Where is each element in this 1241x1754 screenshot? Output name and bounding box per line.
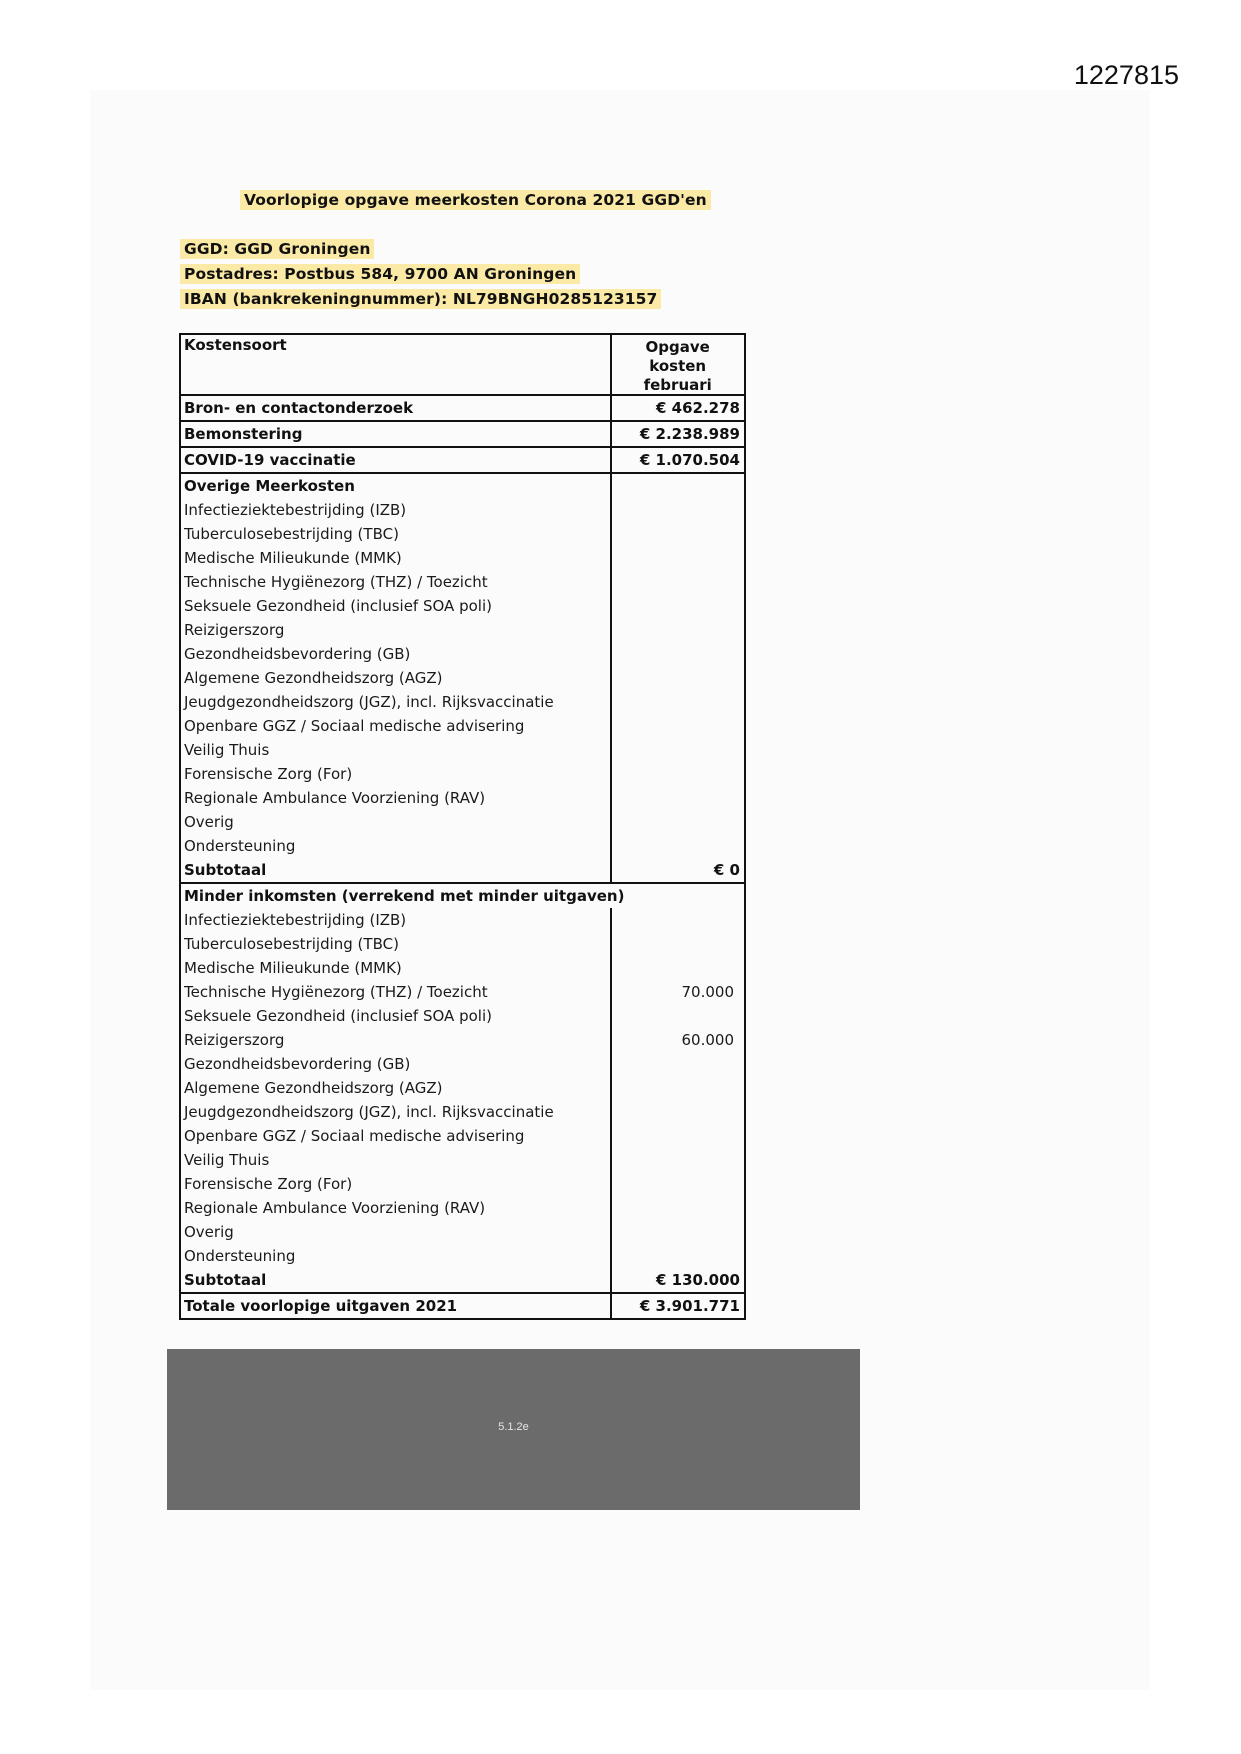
minder-item-row [180,1052,745,1076]
minder-item-row-label: Infectieziektebestrijding (IZB) [180,908,611,932]
overige-item-row-value [611,498,745,522]
minder-item-row-value [611,1172,745,1196]
overige-item-row-value [611,522,745,546]
cost-table [179,333,746,1320]
overige-item-row-label: Overig [180,810,611,834]
overige-item-row-label: Regionale Ambulance Voorziening (RAV) [180,786,611,810]
minder-item-row [180,1124,745,1148]
overige-item-row-value [611,690,745,714]
minder-item-row-value [611,1244,745,1268]
minder-item-row-value [611,956,745,980]
minder-item-row-label: Seksuele Gezondheid (inclusief SOA poli) [180,1004,611,1028]
minder-item-row-value [611,1004,745,1028]
overige-item-row [180,522,745,546]
overige-item-row-label: Ondersteuning [180,834,611,858]
minder-item-row-value: 70.000 [611,980,745,1004]
minder-item-row-label: Algemene Gezondheidszorg (AGZ) [180,1076,611,1100]
overige-item-row-value [611,666,745,690]
main-row [180,447,745,473]
overige-item-row-value [611,786,745,810]
minder-item-row-label: Veilig Thuis [180,1148,611,1172]
minder-item-row-value [611,1148,745,1172]
overige-item-row [180,810,745,834]
overige-item-row-value [611,618,745,642]
minder-item-row [180,980,745,1004]
minder-item-row-value [611,1196,745,1220]
overige-item-row-label: Infectieziektebestrijding (IZB) [180,498,611,522]
minder-item-row-label: Reizigerszorg [180,1028,611,1052]
overige-item-row [180,714,745,738]
overige-item-row [180,762,745,786]
minder-subtotal-row-label: Subtotaal [180,1268,611,1293]
overige-item-row-label: Openbare GGZ / Sociaal medische advisering [180,714,611,738]
redaction-block [167,1349,860,1510]
overige-item-row-value [611,810,745,834]
overige-item-row-value [611,570,745,594]
minder-item-row-label: Tuberculosebestrijding (TBC) [180,932,611,956]
header-kostensoort: Kostensoort [180,334,611,395]
minder-item-row [180,1148,745,1172]
overige-item-row [180,570,745,594]
ggd-info-block [180,239,661,314]
overige-item-row [180,834,745,858]
minder-item-row [180,956,745,980]
overige-item-row [180,738,745,762]
overige-item-row-label: Seksuele Gezondheid (inclusief SOA poli) [180,594,611,618]
minder-item-row [180,1028,745,1052]
overige-item-row-label: Technische Hygiënezorg (THZ) / Toezicht [180,570,611,594]
minder-item-row-value [611,1100,745,1124]
minder-item-row-label: Jeugdgezondheidszorg (JGZ), incl. Rijksvaccinatie [180,1100,611,1124]
overige-item-row [180,666,745,690]
minder-item-row-label: Ondersteuning [180,1244,611,1268]
overige-item-row [180,786,745,810]
overige-item-row [180,642,745,666]
minder-item-row [180,1076,745,1100]
title-text: Voorlopige opgave meerkosten Corona 2021 GGD'en [240,190,711,210]
minder-item-row-value [611,1052,745,1076]
redaction-label: 5.1.2e [498,1421,529,1433]
minder-item-row-value [611,1220,745,1244]
overige-item-row-value [611,594,745,618]
overige-item-row-label: Tuberculosebestrijding (TBC) [180,522,611,546]
minder-item-row-value [611,1124,745,1148]
overige-item-row-value [611,834,745,858]
main-row-label: COVID-19 vaccinatie [180,447,611,473]
overige-item-row-value [611,642,745,666]
document-title [240,190,711,209]
overige-item-row [180,618,745,642]
minder-item-row-label: Openbare GGZ / Sociaal medische advisering [180,1124,611,1148]
table-header-row [180,334,745,395]
minder-heading-row-label: Minder inkomsten (verrekend met minder uitgaven) [180,883,745,908]
main-row-value: € 462.278 [611,395,745,421]
header-opgave-kosten: Opgave kosten februari [611,334,745,395]
main-row [180,395,745,421]
overige-heading-row-value [611,473,745,498]
minder-item-row [180,932,745,956]
total-row-label: Totale voorlopige uitgaven 2021 [180,1293,611,1319]
minder-item-row-label: Overig [180,1220,611,1244]
main-row-value: € 2.238.989 [611,421,745,447]
overige-item-row-value [611,546,745,570]
document-number: 1227815 [1073,60,1179,90]
minder-item-row [180,1172,745,1196]
minder-item-row-label: Gezondheidsbevordering (GB) [180,1052,611,1076]
ggd-iban-line: IBAN (bankrekeningnummer): NL79BNGH0285123157 [180,289,661,314]
minder-item-row-value [611,932,745,956]
main-row [180,421,745,447]
minder-item-row [180,1100,745,1124]
minder-subtotal-row-value: € 130.000 [611,1268,745,1293]
minder-item-row-label: Medische Milieukunde (MMK) [180,956,611,980]
overige-item-row-label: Forensische Zorg (For) [180,762,611,786]
minder-item-row-value [611,1076,745,1100]
overige-item-row-label: Jeugdgezondheidszorg (JGZ), incl. Rijksvaccinatie [180,690,611,714]
main-row-label: Bemonstering [180,421,611,447]
total-row-value: € 3.901.771 [611,1293,745,1319]
overige-item-row-value [611,738,745,762]
main-row-label: Bron- en contactonderzoek [180,395,611,421]
overige-item-row-label: Veilig Thuis [180,738,611,762]
minder-subtotal-row [180,1268,745,1293]
overige-heading-row-label: Overige Meerkosten [180,473,611,498]
overige-subtotal-row-value: € 0 [611,858,745,883]
overige-heading-row [180,473,745,498]
overige-item-row [180,690,745,714]
overige-item-row [180,594,745,618]
minder-item-row-label: Regionale Ambulance Voorziening (RAV) [180,1196,611,1220]
minder-item-row [180,1004,745,1028]
minder-item-row-value: 60.000 [611,1028,745,1052]
overige-item-row-label: Medische Milieukunde (MMK) [180,546,611,570]
overige-subtotal-row [180,858,745,883]
overige-item-row-value [611,714,745,738]
ggd-name-line: GGD: GGD Groningen [180,239,661,264]
main-row-value: € 1.070.504 [611,447,745,473]
ggd-address-line: Postadres: Postbus 584, 9700 AN Groningen [180,264,661,289]
overige-subtotal-row-label: Subtotaal [180,858,611,883]
minder-item-row-label: Technische Hygiënezorg (THZ) / Toezicht [180,980,611,1004]
overige-item-row [180,546,745,570]
minder-item-row [180,908,745,932]
overige-item-row-label: Gezondheidsbevordering (GB) [180,642,611,666]
overige-item-row [180,498,745,522]
minder-item-row [180,1244,745,1268]
minder-item-row [180,1196,745,1220]
minder-item-row-label: Forensische Zorg (For) [180,1172,611,1196]
minder-item-row-value [611,908,745,932]
overige-item-row-label: Reizigerszorg [180,618,611,642]
minder-heading-row [180,883,745,908]
overige-item-row-value [611,762,745,786]
overige-item-row-label: Algemene Gezondheidszorg (AGZ) [180,666,611,690]
total-row [180,1293,745,1319]
minder-item-row [180,1220,745,1244]
